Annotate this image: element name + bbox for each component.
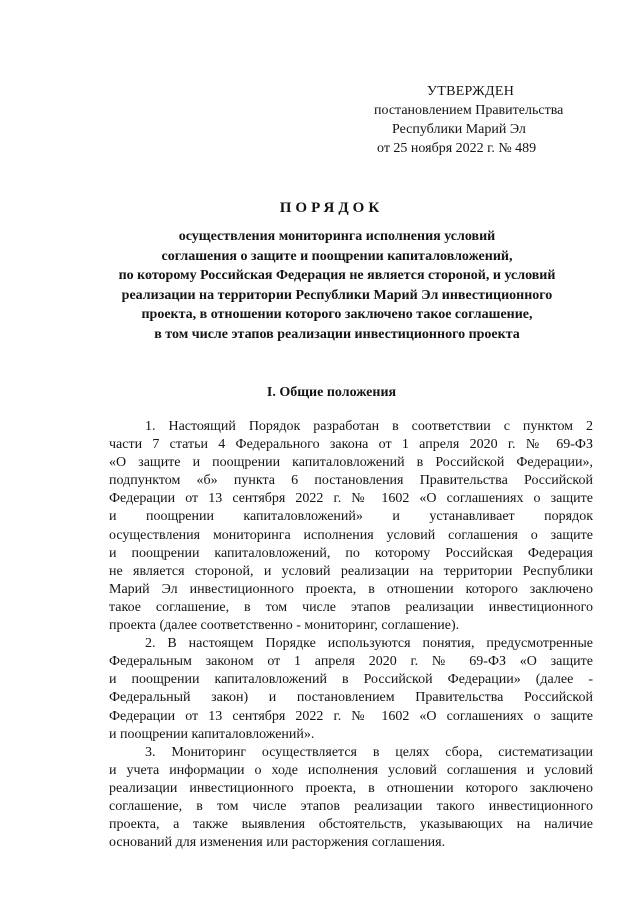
- subtitle-line: осуществления мониторинга исполнения условий: [178, 229, 496, 244]
- text-line: 2. В настоящем Порядке используются понятия, предусмотренные: [145, 636, 593, 652]
- approval-title: УТВЕРЖДЕН: [427, 84, 515, 99]
- text-line: соглашение, в том числе этапов реализации такого инвестиционного: [109, 798, 593, 814]
- text-line: реализации инвестиционного проекта, в отношении которого заключено: [109, 780, 593, 796]
- text-line: 1. Настоящий Порядок разработан в соответствии с пунктом 2: [145, 419, 593, 434]
- text-line: подпунктом «б» пункта 6 постановления Правительства Российской: [109, 473, 593, 489]
- text-line: 3. Мониторинг осуществляется в целях сбора, систематизации: [145, 744, 593, 760]
- text-line: и учета информации о ходе исполнения условий соглашения и условий: [109, 762, 593, 778]
- text-line: Марий Эл инвестиционного проекта, в отношении которого заключено: [109, 581, 593, 597]
- subtitle-line: соглашения о защите и поощрении капиталовложений,: [161, 248, 513, 264]
- text-line: Федеральным законом от 1 апреля 2020 г. № 69-ФЗ «О защите: [109, 654, 593, 670]
- paragraph-2: [109, 635, 593, 744]
- text-line: и поощрении капиталовложений, по которому Российская Федерация: [109, 545, 593, 561]
- text-line: Федерации от 13 сентября 2022 г. № 1602 «О соглашениях о защите: [109, 491, 593, 507]
- subtitle-line: в том числе этапов реализации инвестиционного проекта: [154, 326, 520, 342]
- text-line: и поощрении капиталовложений в Российской Федерации» (далее -: [109, 672, 593, 688]
- document-body: [109, 418, 593, 852]
- document-title: ПОРЯДОК: [279, 200, 384, 216]
- subtitle-line: по которому Российская Федерация не является стороной, и условий: [118, 268, 556, 283]
- text-line: части 7 статьи 4 Федерального закона от 1 апреля 2020 г. № 69-ФЗ: [109, 437, 593, 453]
- paragraph-3: [109, 744, 593, 853]
- text-line: проекта, а также выявления обстоятельств, указывающих на наличие: [109, 817, 593, 833]
- text-line: Федерации от 13 сентября 2022 г. № 1602 «О соглашениях о защите: [109, 708, 593, 724]
- text-line: и поощрении капиталовложений» и устанавливает порядок: [109, 509, 593, 525]
- subtitle-line: реализации на территории Республики Марий Эл инвестиционного: [121, 287, 553, 303]
- approval-line-2: Республики Марий Эл: [392, 122, 526, 137]
- approval-stamp: [352, 82, 602, 158]
- text-line: осуществления мониторинга исполнения условий соглашения о защите: [109, 527, 593, 543]
- text-line: Федеральный закон) и постановлением Правительства Российской: [109, 690, 593, 706]
- text-line: и поощрении капиталовложений».: [109, 726, 315, 742]
- text-line: такое соглашение, в том числе этапов реализации инвестиционного: [109, 599, 593, 615]
- text-line: «О защите и поощрении капиталовложений в Российской Федерации»,: [109, 455, 593, 471]
- paragraph-1: [109, 418, 593, 635]
- document-subtitle: [80, 227, 594, 344]
- text-line: не является стороной, и условий реализации на территории Республики: [109, 563, 593, 579]
- text-line: проекта (далее соответственно - мониторинг, соглашение).: [109, 618, 460, 634]
- approval-line-1: постановлением Правительства: [374, 103, 564, 118]
- subtitle-line: проекта, в отношении которого заключено такое соглашение,: [141, 307, 533, 322]
- section-heading: I. Общие положения: [266, 385, 397, 400]
- approval-date: от 25 ноября 2022 г. № 489: [377, 141, 537, 156]
- text-line: оснований для изменения или расторжения соглашения.: [109, 835, 446, 851]
